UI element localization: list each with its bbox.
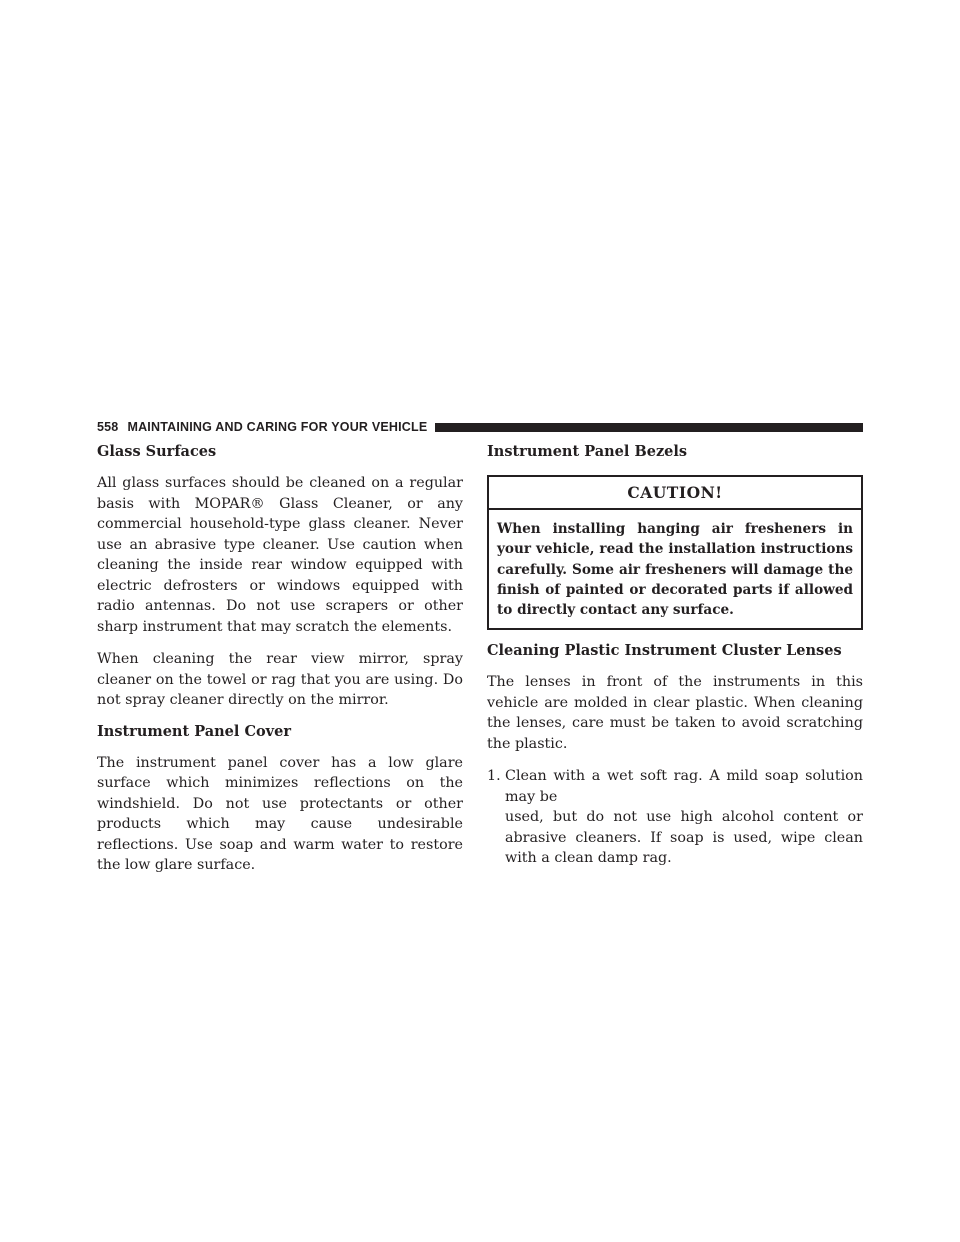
page-number: 558 bbox=[97, 420, 119, 434]
glass-surfaces-heading: Glass Surfaces bbox=[97, 443, 217, 460]
instrument-panel-cover-heading: Instrument Panel Cover bbox=[97, 722, 291, 740]
left-column bbox=[97, 443, 463, 876]
glass-surfaces-paragraph-2: When cleaning the rear view mirror, spray cleaner on the towel or rag that you are using. Do not spray cleaner directly on the mirror. bbox=[97, 651, 463, 708]
header-rule bbox=[435, 423, 863, 432]
right-column bbox=[487, 443, 863, 869]
cluster-lenses-heading: Cleaning Plastic Instrument Cluster Lenses bbox=[487, 642, 842, 660]
caution-title: CAUTION! bbox=[489, 477, 861, 510]
caution-box bbox=[487, 475, 863, 630]
page-header bbox=[97, 419, 863, 435]
section-title: MAINTAINING AND CARING FOR YOUR VEHICLE bbox=[127, 420, 428, 434]
instrument-panel-cover-paragraph: The instrument panel cover has a low glare surface which minimizes reflections on the windshield. Do not use protectants or other products which may cause undesirable reflections. Use soap and warm water to restore the low glare surface. bbox=[97, 754, 463, 873]
instrument-panel-bezels-heading: Instrument Panel Bezels bbox=[487, 443, 688, 460]
list-item-first-line: Clean with a wet soft rag. A mild soap solution may be bbox=[505, 768, 863, 805]
list-item bbox=[487, 766, 863, 869]
list-item-number: 1. bbox=[487, 768, 501, 785]
cluster-lenses-paragraph: The lenses in front of the instruments in this vehicle are molded in clear plastic. When cleaning the lenses, care must be taken to avoid scratching the plastic. bbox=[487, 674, 863, 752]
glass-surfaces-paragraph-1: All glass surfaces should be cleaned on a regular basis with MOPAR® Glass Cleaner, or any commercial household-type glass cleaner. Never use an abrasive type cleaner. Use caution when cleaning the inside rear window equipped with electric defrosters or windows equipped with radio antennas. Do not use scrapers or other sharp instrument that may scratch the elements. bbox=[97, 475, 463, 635]
caution-text: When installing hanging air fresheners in your vehicle, read the installation instructions carefully. Some air fresheners will damage the finish of painted or decorated parts if allowed to directly contact any surface. bbox=[497, 521, 853, 619]
list-item-continuation: used, but do not use high alcohol content or abrasive cleaners. If soap is used, wipe clean with a clean damp rag. bbox=[505, 809, 863, 867]
